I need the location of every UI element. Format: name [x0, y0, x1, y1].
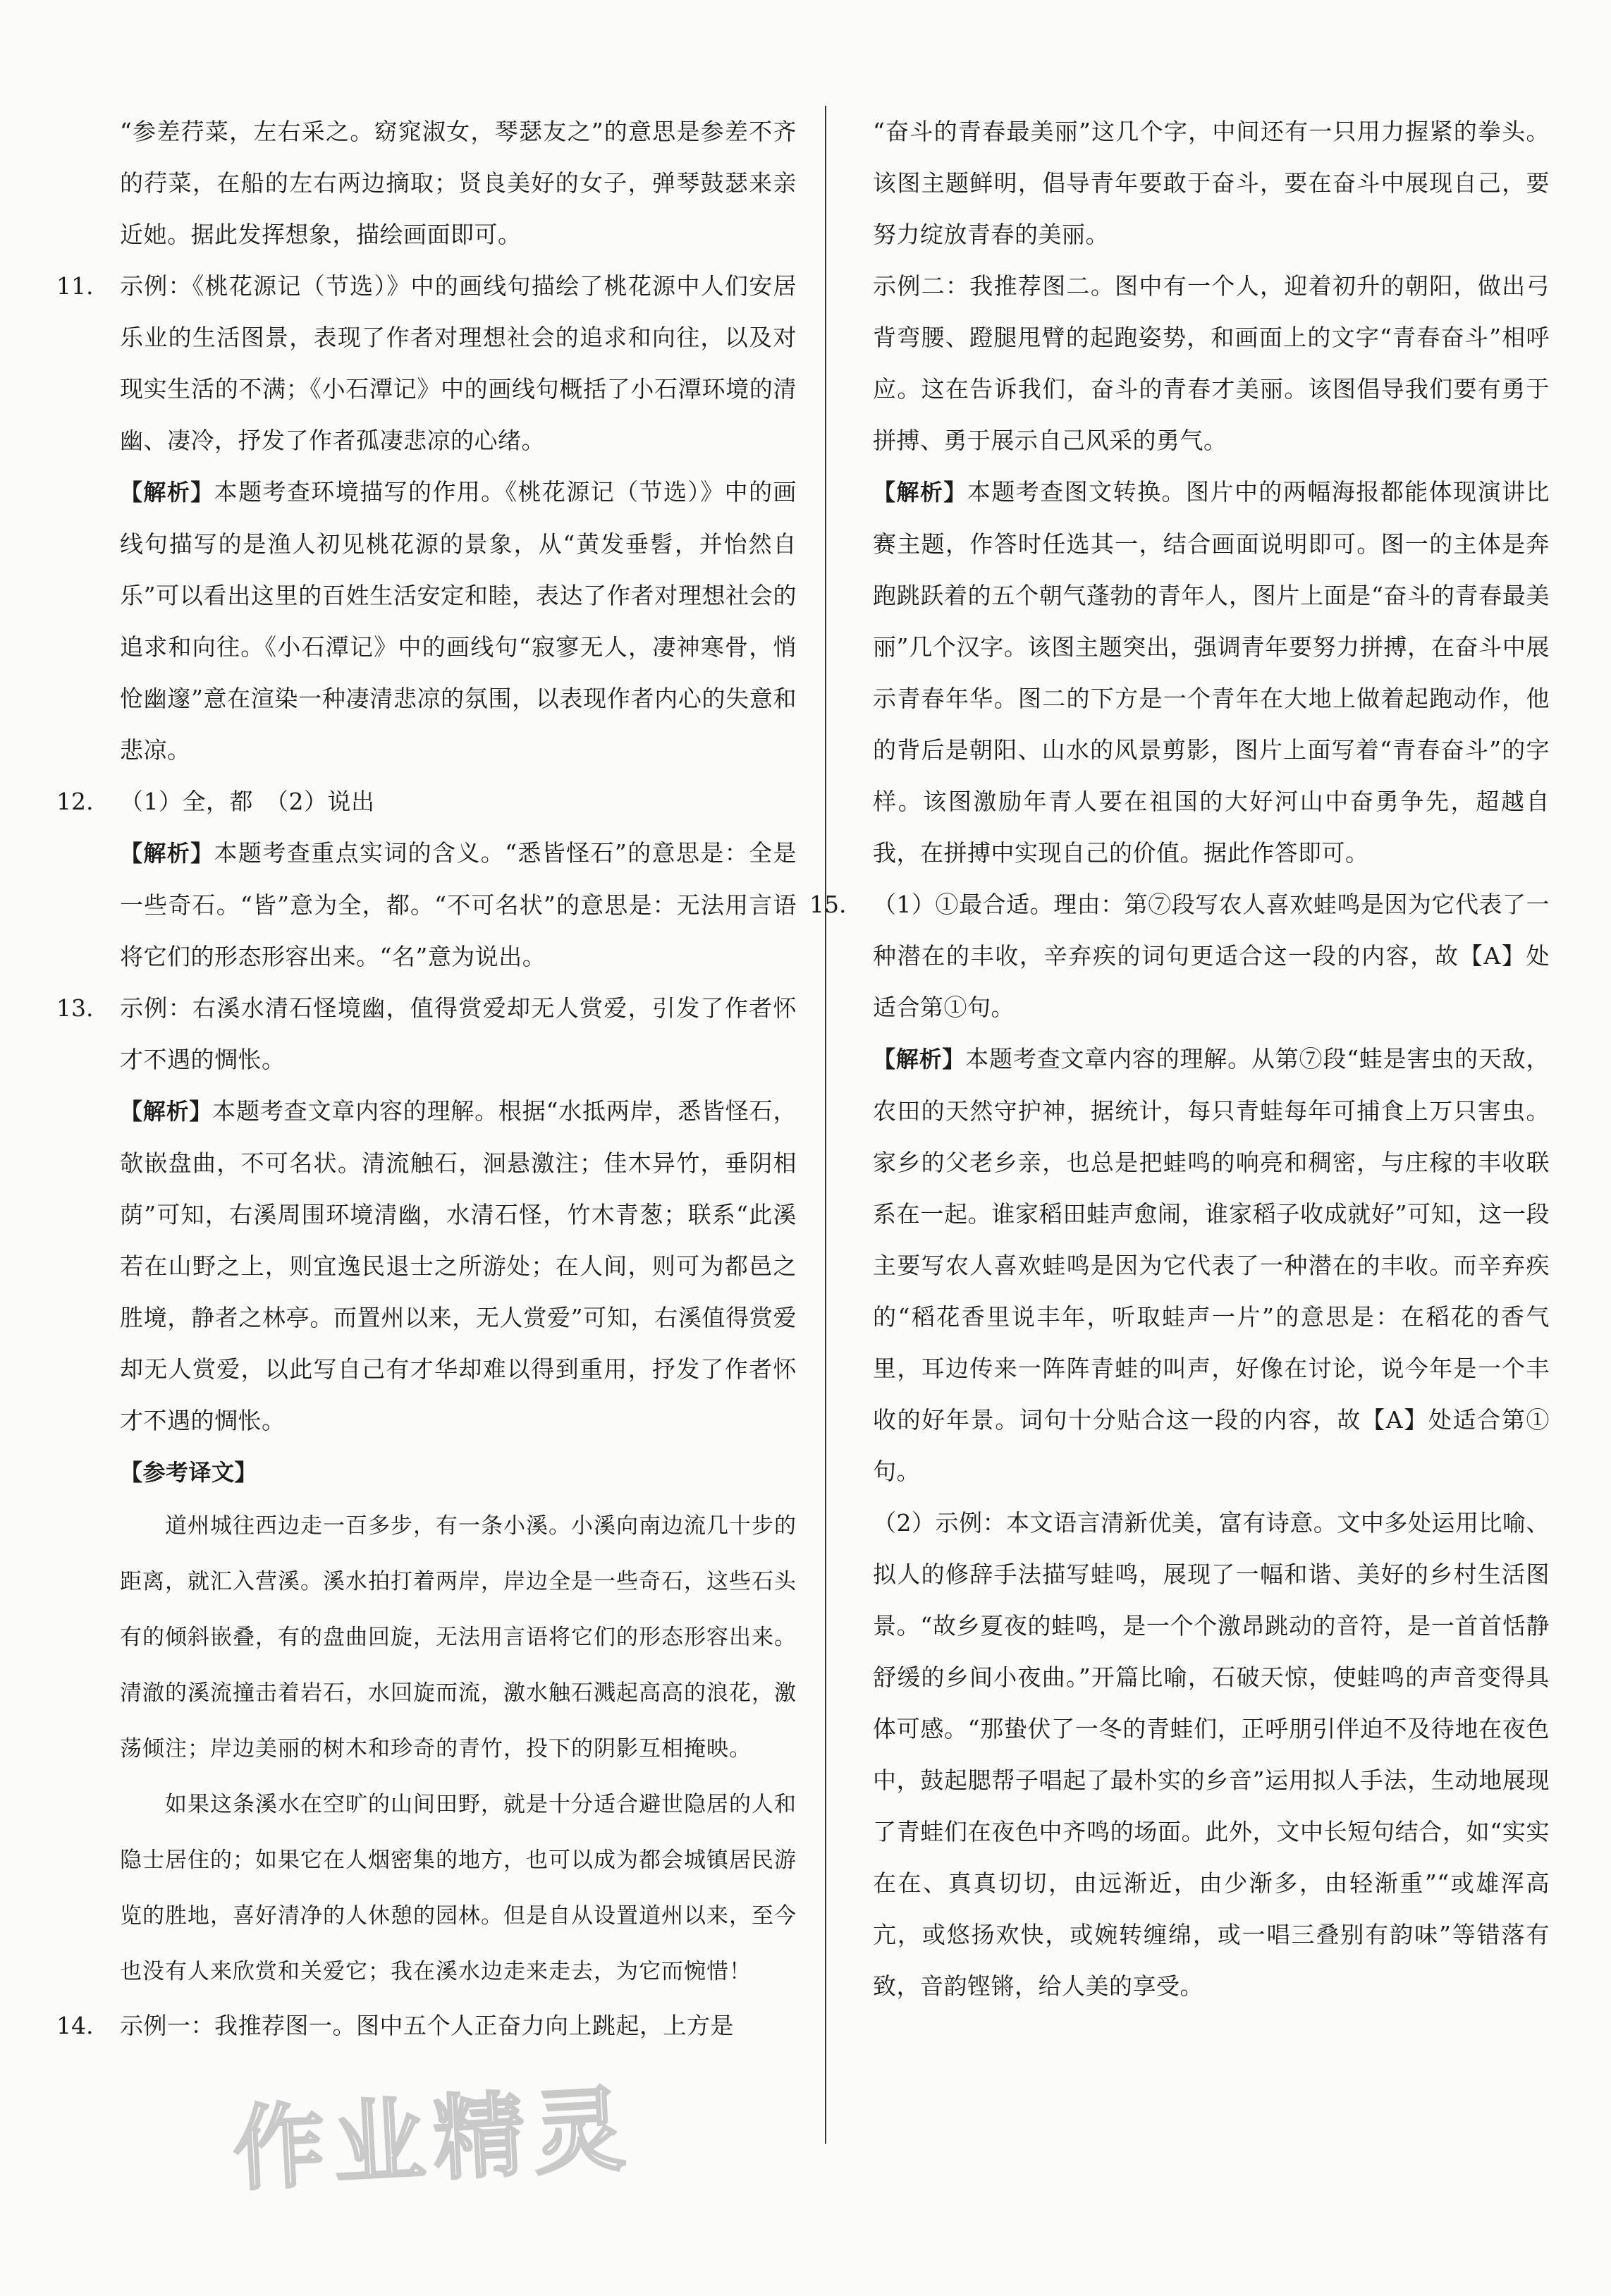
question-number: 14. — [56, 2012, 94, 2039]
left-column — [56, 106, 797, 2051]
analysis-tag: 【解析】 — [120, 479, 214, 506]
watermark-logo: 作业精灵 — [230, 2075, 637, 2204]
analysis-text: 本题考查重点实词的含义。“悉皆怪石”的意思是：全是一些奇石。“皆”意为全，都。“不可名状”的意思是：无法用言语将它们的形态形容出来。“名”意为说出。 — [120, 839, 797, 970]
analysis-text: 本题考查文章内容的理解。从第⑦段“蛙是害虫的天敌，农田的天然守护神，据统计，每只青蛙每年可捕食上万只害虫。家乡的父老乡亲，也总是把蛙鸣的响亮和稠密，与庄稼的丰收联系在一起。谁家稻田蛙声愈闹，谁家稻子收成就好”可知，这一段主要写农人喜欢蛙鸣是因为它代表了一种潜在的丰收。而辛弃疾的“稻花香里说丰年，听取蛙声一片”的意思是：在稻花的香气里，耳边传来一阵阵青蛙的叫声，好像在讨论，说今年是一个丰收的好年景。词句十分贴合这一段的内容，故【A】处适合第①句。 — [873, 1045, 1550, 1485]
translation-tag: 【参考译文】 — [120, 1459, 258, 1486]
analysis-tag: 【解析】 — [873, 1046, 966, 1073]
answer-text: 示例：右溪水清石怪境幽，值得赏爱却无人赏爱，引发了作者怀才不遇的惆怅。 — [120, 994, 797, 1073]
question-14 — [56, 2000, 797, 2051]
analysis-tag: 【解析】 — [120, 840, 214, 867]
answer-part-1: （1）①最合适。理由：第⑦段写农人喜欢蛙鸣是因为它代表了一种潜在的丰收，辛弃疾的词句更适合这一段的内容，故【A】处适合第①句。 — [873, 891, 1550, 1021]
analysis-tag: 【解析】 — [873, 479, 967, 506]
answer-text: 示例：《桃花源记（节选）》中的画线句描绘了桃花源中人们安居乐业的生活图景，表现了作者对理想社会的追求和向往，以及对现实生活的不满；《小石潭记》中的画线句概括了小石潭环境的清幽、凄冷，抒发了作者孤凄悲凉的心绪。 — [120, 272, 797, 454]
answer-part-2: （2）示例：本文语言清新优美，富有诗意。文中多处运用比喻、拟人的修辞手法描写蛙鸣，展现了一幅和谐、美好的乡村生活图景。“故乡夏夜的蛙鸣，是一个个激昂跳动的音符，是一首首恬静舒缓的乡间小夜曲。”开篇比喻，石破天惊，使蛙鸣的声音变得具体可感。“那蛰伏了一冬的青蛙们，正呼朋引伴迫不及待地在夜色中，鼓起腮帮子唱起了最朴实的乡音”运用拟人手法，生动地展现了青蛙们在夜色中齐鸣的场面。此外，文中长短句结合，如“实实在在、真真切切，由远渐近，由少渐多，由轻渐重”“或雄浑高亢，或悠扬欢快，或婉转缠绵，或一唱三叠别有韵味”等错落有致，音韵铿锵，给人美的享受。 — [873, 1509, 1550, 2000]
question-15 — [809, 879, 1550, 2012]
analysis-text: 本题考查图文转换。图片中的两幅海报都能体现演讲比赛主题，作答时任选其一，结合画面说明即可。图一的主体是奔跑跳跃着的五个朝气蓬勃的青年人，图片上面是“奋斗的青春最美丽”几个汉字。该图主题突出，强调青年要努力拼搏，在奋斗中展示青春年华。图二的下方是一个青年在大地上做着起跑动作，他的背后是朝阳、山水的风景剪影，图片上面写着“青春奋斗”的字样。该图激励年青人要在祖国的大好河山中奋勇争先，超越自我，在拼搏中实现自己的价值。据此作答即可。 — [873, 478, 1550, 867]
translation-para-1: 道州城往西边走一百多步，有一条小溪。小溪向南边流几十步的距离，就汇入营溪。溪水拍打着两岸，岸边全是一些奇石，这些石头有的倾斜嵌叠，有的盘曲回旋，无法用言语将它们的形态形容出来。清澈的溪流撞击着岩石，水回旋而流，激水触石溅起高高的浪花，激荡倾注；岸边美丽的树木和珍奇的青竹，投下的阴影互相掩映。 — [120, 1513, 797, 1761]
q10-analysis-tail: “参差荇菜，左右采之。窈窕淑女，琴瑟友之”的意思是参差不齐的荇菜，在船的左右两边摘取；贤良美好的女子，弹琴鼓瑟来亲近她。据此发挥想象，描绘画面即可。 — [120, 118, 797, 248]
question-11 — [56, 260, 797, 776]
q14-example-2: 示例二：我推荐图二。图中有一个人，迎着初升的朝阳，做出弓背弯腰、蹬腿甩臂的起跑姿势，和画面上的文字“青春奋斗”相呼应。这在告诉我们，奋斗的青春才美丽。该图倡导我们要有勇于拼搏、勇于展示自己风采的勇气。 — [873, 272, 1550, 454]
translation-para-2: 如果这条溪水在空旷的山间田野，就是十分适合避世隐居的人和隐士居住的；如果它在人烟密集的地方，也可以成为都会城镇居民游览的胜地，喜好清净的人休憩的园林。但是自从设置道州以来，至今也没有人来欣赏和关爱它；我在溪水边走来走去，为它而惋惜！ — [120, 1792, 797, 1984]
analysis-tag: 【解析】 — [120, 1098, 213, 1125]
answer-text: （1）全，都 （2）说出 — [120, 788, 375, 815]
analysis-text: 本题考查环境描写的作用。《桃花源记（节选）》中的画线句描写的是渔人初见桃花源的景象，从“黄发垂髫，并怡然自乐”可以看出这里的百姓生活安定和睦，表达了作者对理想社会的追求和向往。《小石潭记》中的画线句“寂寥无人，凄神寒骨，悄怆幽邃”意在渲染一种凄清悲凉的氛围，以表现作者内心的失意和悲凉。 — [120, 478, 797, 764]
reference-translation — [120, 1446, 797, 2000]
question-13 — [56, 982, 797, 1446]
question-number: 11. — [56, 272, 94, 300]
answer-text-start: 示例一：我推荐图一。图中五个人正奋力向上跳起，上方是 — [120, 2012, 734, 2039]
question-number: 13. — [56, 994, 94, 1022]
question-number: 12. — [56, 788, 94, 815]
analysis-text: 本题考查文章内容的理解。根据“水抵两岸，悉皆怪石，欹嵌盘曲，不可名状。清流触石，洄悬激注；佳木异竹，垂阴相荫”可知，右溪周围环境清幽，水清石怪，竹木青葱；联系“此溪若在山野之上，则宜逸民退士之所游处；在人间，则可为都邑之胜境，静者之林亭。而置州以来，无人赏爱”可知，右溪值得赏爱却无人赏爱，以此写自己有才华却难以得到重用，抒发了作者怀才不遇的惆怅。 — [120, 1097, 797, 1434]
q14-answer-continued: “奋斗的青春最美丽”这几个字，中间还有一只用力握紧的拳头。该图主题鲜明，倡导青年要敢于奋斗，要在奋斗中展现自己，要努力绽放青春的美丽。 — [873, 118, 1550, 248]
question-number: 15. — [809, 891, 847, 918]
column-divider — [825, 106, 826, 2144]
right-column — [809, 106, 1550, 2012]
question-12 — [56, 776, 797, 982]
